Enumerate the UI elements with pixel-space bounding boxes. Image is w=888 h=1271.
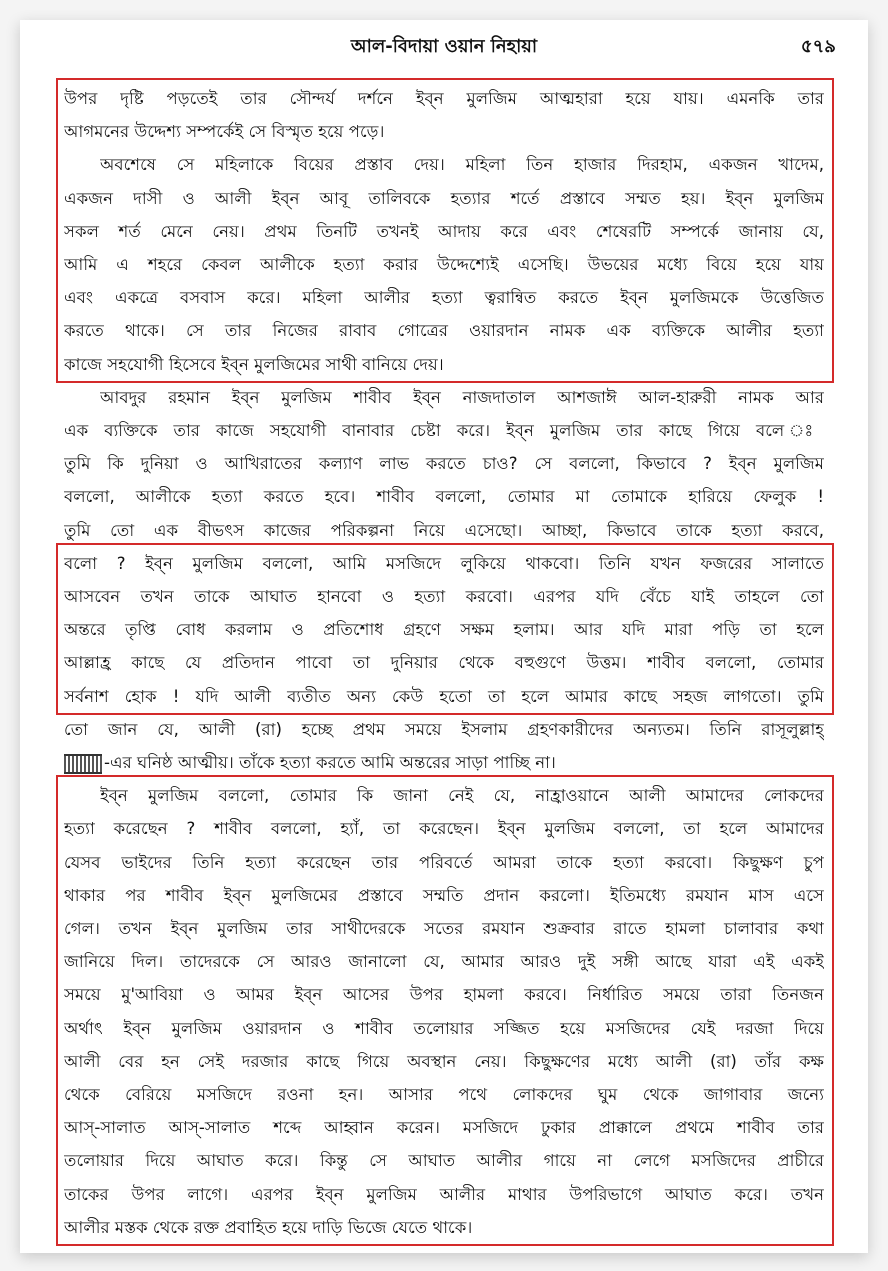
text-line-content: থেকে বেরিয়ে মসজিদে রওনা হন। আসার পথে লোকদের ঘুম থেকে জাগাবার জন্যে — [64, 1085, 824, 1104]
text-line-content: সর্বনাশ হোক ! যদি আলী ব্যতীত অন্য কেউ হতো তা হলে আমার কাছে সহজ লাগতো। তুমি — [64, 686, 824, 706]
text-line — [64, 912, 824, 946]
text-line-content: আবদুর রহমান ইব্ন মুলজিম শাবীব ইব্ন নাজদাতাল আশজাঈ আল-হারুরী নামক আর — [100, 387, 824, 407]
text-line-content: আমি এ শহরে কেবল আলীকে হত্যা করার উদ্দেশ্যেই এসেছি। উভয়ের মধ্যে বিয়ে হয়ে যায় — [64, 255, 824, 274]
text-line — [64, 82, 824, 116]
text-line — [64, 613, 824, 647]
text-line-content: অর্থাৎ ইব্ন মুলজিম ওয়ারদান ও শাবীব তলোয়ার সজ্জিত হয়ে মসজিদের যেই দরজা দিয়ে — [64, 1018, 824, 1038]
book-title: আল-বিদায়া ওয়ান নিহায়া — [350, 36, 538, 57]
text-line-content: আগমনের উদ্দেশ্য সম্পর্কেই সে বিস্মৃত হয়ে পড়ে। — [64, 122, 385, 142]
text-line — [64, 480, 824, 514]
text-line — [64, 348, 824, 382]
text-line-content: তুমি কি দুনিয়া ও আখিরাতের কল্যাণ লাভ করতে চাও? সে বললো, কিভাবে ? ইব্ন মুলজিম — [64, 454, 824, 474]
text-line-content: আসবেন তখন তাকে আঘাত হানবো ও হত্যা করবো। এরপর যদি বেঁচে যাই তাহলে তো — [64, 587, 824, 606]
text-line — [100, 381, 824, 415]
text-line — [64, 846, 824, 880]
text-line — [64, 1178, 824, 1212]
text-line — [64, 514, 824, 548]
text-line-content: তুমি তো এক বীভৎস কাজের পরিকল্পনা নিয়ে এসেছো। আচ্ছা, কিভাবে তাকে হত্যা করবে, — [64, 520, 824, 540]
text-line — [100, 779, 824, 813]
text-line-content: এক ব্যক্তিকে তার কাজে সহযোগী বানাবার চেষ্টা করে। ইব্ন মুলজিম তার কাছে গিয়ে বলে ঃ — [64, 421, 824, 440]
text-line-content: থাকার পর শাবীব ইব্ন মুলজিমের প্রস্তাবে সম্মতি প্রদান করলো। ইতিমধ্যে রমযান মাস এসে — [64, 885, 824, 905]
text-line — [64, 1045, 824, 1079]
text-line — [64, 182, 824, 216]
text-line-content: করতে থাকে। সে তার নিজের রাবাব গোত্রের ওয়ারদান নামক এক ব্যক্তিকে আলীর হত্যা — [64, 321, 824, 341]
text-line-content: তাকের উপর লাগে। এরপর ইব্ন মুলজিম আলীর মাথার উপরিভাগে আঘাত করে। তখন — [64, 1184, 824, 1204]
text-line — [64, 812, 824, 846]
text-line-content: এবং একত্রে বসবাস করে। মহিলা আলীর হত্যা ত্বরান্বিত করতে ইব্ন মুলজিমকে উত্তেজিত — [64, 288, 824, 308]
page-number: ৫৭৯ — [800, 36, 836, 57]
text-line — [64, 978, 824, 1012]
text-line — [64, 1211, 824, 1245]
text-line-content: আলী বের হন সেই দরজার কাছে গিয়ে অবস্থান নেয়। কিছুক্ষণের মধ্যে আলী (রা) তাঁর কক্ষ — [64, 1051, 824, 1071]
text-line-content: -এর ঘনিষ্ঠ আত্মীয়। তাঁকে হত্যা করতে আমি অন্তরের সাড়া পাচ্ছি না। — [104, 753, 556, 772]
text-line-content: অন্তরে তৃপ্তি বোধ করলাম ও প্রতিশোধ গ্রহণে সক্ষম হলাম। আর যদি মারা পড়ি তা হলে — [64, 620, 824, 640]
text-line — [100, 148, 824, 182]
text-line-content: যেসব ভাইদের তিনি হত্যা করেছেন তার পরিবর্তে আমরা তাকে হত্যা করবো। কিছুক্ষণ চুপ — [64, 852, 824, 872]
text-line — [64, 945, 824, 979]
text-line-content: কাজে সহযোগী হিসেবে ইব্ন মুলজিমের সাথী বানিয়ে দেয়। — [64, 354, 444, 374]
salutation-seal-icon — [64, 754, 102, 774]
text-line — [64, 1078, 824, 1112]
text-line-content: আলীর মস্তক থেকে রক্ত প্রবাহিত হয়ে দাড়ি ভিজে যেতে থাকে। — [64, 1217, 473, 1237]
text-line — [64, 248, 824, 282]
text-line — [64, 713, 824, 747]
text-line — [64, 281, 824, 315]
text-line-content: ইব্ন মুলজিম বললো, তোমার কি জানা নেই যে, নাহ্রাওয়ানে আলী আমাদের লোকদের — [100, 786, 824, 806]
text-line — [64, 1012, 824, 1046]
text-line — [64, 547, 824, 581]
text-line-content: তো জান যে, আলী (রা) হচ্ছে প্রথম সময়ে ইসলাম গ্রহণকারীদের অন্যতম। তিনি রাসূলুল্লাহ্ — [64, 719, 824, 739]
text-line — [64, 1144, 824, 1178]
text-line-content: আল্লাহ্র কাছে যে প্রতিদান পাবো তা দুনিয়ার থেকে বহুগুণে উত্তম। শাবীব বললো, তোমার — [64, 653, 824, 673]
text-line-content: হত্যা করেছেন ? শাবীব বললো, হ্যাঁ, তা করেছেন। ইব্ন মুলজিম বললো, তা হলে আমাদের — [64, 819, 824, 839]
text-line — [64, 680, 824, 714]
text-line-content: বলো ? ইব্ন মুলজিম বললো, আমি মসজিদে লুকিয়ে থাকবো। তিনি যখন ফজরের সালাতে — [64, 553, 824, 573]
text-line-content: উপর দৃষ্টি পড়তেই তার সৌন্দর্য দর্শনে ইব্ন মুলজিম আত্মহারা হয়ে যায়। এমনকি তার — [64, 89, 824, 108]
text-line — [64, 580, 824, 614]
text-line-content: একজন দাসী ও আলী ইব্ন আবূ তালিবকে হত্যার শর্তে প্রস্তাবে সম্মত হয়। ইব্ন মুলজিম — [64, 188, 824, 208]
text-line-content: আস্-সালাত আস্-সালাত শব্দে আহ্বান করেন। মসজিদে ঢুকার প্রাক্কালে প্রথমে শাবীব তার — [64, 1118, 824, 1138]
page-header — [20, 32, 868, 62]
text-line — [64, 1111, 824, 1145]
text-line-content: অবশেষে সে মহিলাকে বিয়ের প্রস্তাব দেয়। মহিলা তিন হাজার দিরহাম, একজন খাদেম, — [100, 155, 824, 175]
text-line — [64, 314, 824, 348]
text-line-content: সকল শর্ত মেনে নেয়। প্রথম তিনটি তখনই আদায় করে এবং শেষেরটি সম্পর্কে জানায় যে, — [64, 221, 824, 241]
text-line — [64, 879, 824, 913]
text-line-content: তলোয়ার দিয়ে আঘাত করে। কিন্তু সে আঘাত আলীর গায়ে না লেগে মসজিদের প্রাচীরে — [64, 1151, 824, 1171]
text-line — [64, 646, 824, 680]
text-line-content: বললো, আলীকে হত্যা করতে হবে। শাবীব বললো, তোমার মা তোমাকে হারিয়ে ফেলুক ! — [64, 487, 824, 507]
text-line-content: গেল। তখন ইব্ন মুলজিম তার সাথীদেরকে সতের রমযান শুক্রবার রাতে হামলা চালাবার কথা — [64, 919, 824, 938]
text-line-content: সময়ে মু'আবিয়া ও আমর ইব্ন আসের উপর হামলা করবে। নির্ধারিত সময়ে তারা তিনজন — [64, 985, 824, 1005]
text-line — [64, 414, 824, 448]
text-line — [64, 115, 824, 149]
text-line-content: জানিয়ে দিল। তাদেরকে সে আরও জানালো যে, আমার আরও দুই সঙ্গী আছে যারা এই একই — [64, 952, 824, 972]
text-line — [64, 215, 824, 249]
text-line — [64, 746, 824, 780]
text-line — [64, 447, 824, 481]
